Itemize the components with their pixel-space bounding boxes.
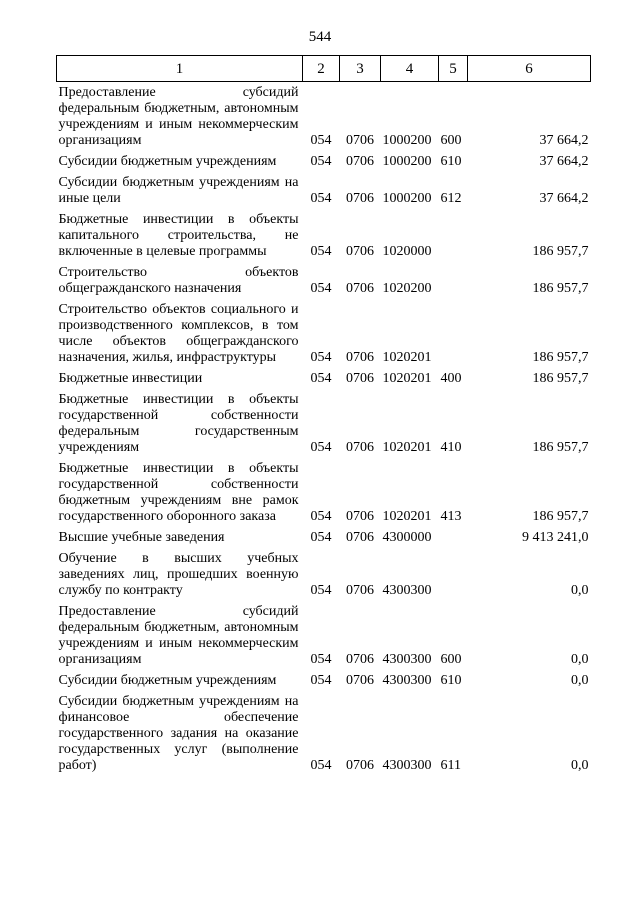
header-col-4: 4 [381, 56, 439, 82]
row-amount: 37 664,2 [539, 191, 589, 206]
table-row [57, 601, 591, 670]
row-name: Обучение в высших учебных заведениях лиц, прошедших военную службу по контракту [58, 551, 299, 598]
header-col-6: 6 [468, 56, 591, 82]
row-amount: 37 664,2 [539, 133, 589, 148]
row-expense-type [439, 548, 468, 601]
row-ministry-code: 054 [310, 154, 332, 169]
row-name: Субсидии бюджетным учреждениям [58, 154, 277, 169]
row-amount: 186 957,7 [532, 371, 589, 386]
row-name: Бюджетные инвестиции в объекты государственной собственности бюджетным учреждениям вне рамок государственного оборонного заказа [58, 461, 299, 524]
row-amount: 186 957,7 [532, 350, 589, 365]
row-section-code: 0706 [346, 133, 374, 148]
row-section-code: 0706 [346, 154, 374, 169]
table-row [57, 209, 591, 262]
row-ministry-code: 054 [310, 350, 332, 365]
row-amount: 186 957,7 [532, 244, 589, 259]
row-amount: 186 957,7 [532, 509, 589, 524]
row-target-code: 4300000 [382, 530, 432, 545]
table-row [57, 172, 591, 209]
row-ministry-code: 054 [310, 758, 332, 773]
row-section-code: 0706 [346, 244, 374, 259]
row-name: Строительство объектов общегражданского назначения [58, 265, 299, 296]
row-expense-type [439, 299, 468, 368]
row-ministry-code: 054 [310, 133, 332, 148]
row-section-code: 0706 [346, 758, 374, 773]
row-ministry-code: 054 [310, 191, 332, 206]
row-name: Субсидии бюджетным учреждениям на иные цели [58, 175, 299, 206]
header-col-1: 1 [57, 56, 303, 82]
row-section-code: 0706 [346, 350, 374, 365]
table-row [57, 82, 591, 152]
table-row [57, 389, 591, 458]
row-section-code: 0706 [346, 371, 374, 386]
row-target-code: 1000200 [382, 154, 432, 169]
header-col-5: 5 [439, 56, 468, 82]
row-name: Субсидии бюджетным учреждениям на финансовое обеспечение государственного задания на оказание государственных услуг (выполнение работ) [58, 694, 299, 773]
row-section-code: 0706 [346, 652, 374, 667]
row-expense-type: 610 [440, 154, 462, 169]
row-name: Строительство объектов социального и производственного комплексов, в том числе объектов общегражданского назначения, жилья, инфраструктуры [58, 302, 299, 365]
row-ministry-code: 054 [310, 673, 332, 688]
row-expense-type: 410 [440, 440, 462, 455]
row-name: Бюджетные инвестиции в объекты государственной собственности федеральным государственным учреждениям [58, 392, 299, 455]
row-expense-type: 600 [440, 652, 462, 667]
row-ministry-code: 054 [310, 583, 332, 598]
row-section-code: 0706 [346, 509, 374, 524]
row-name: Бюджетные инвестиции в объекты капитального строительства, не включенные в целевые программы [58, 212, 299, 259]
table-row [57, 368, 591, 389]
row-amount: 0,0 [571, 652, 589, 667]
page-number: 544 [308, 29, 332, 45]
table-row [57, 262, 591, 299]
row-expense-type: 612 [440, 191, 462, 206]
row-target-code: 1000200 [382, 133, 432, 148]
row-section-code: 0706 [346, 673, 374, 688]
row-ministry-code: 054 [310, 244, 332, 259]
row-ministry-code: 054 [310, 440, 332, 455]
row-section-code: 0706 [346, 440, 374, 455]
row-target-code: 1020000 [382, 244, 432, 259]
row-section-code: 0706 [346, 281, 374, 296]
row-target-code: 1000200 [382, 191, 432, 206]
row-expense-type: 400 [440, 371, 462, 386]
row-name: Предоставление субсидий федеральным бюджетным, автономным учреждениям и иным некоммерческим организациям [58, 604, 299, 667]
row-ministry-code: 054 [310, 652, 332, 667]
row-target-code: 4300300 [382, 758, 432, 773]
row-name: Субсидии бюджетным учреждениям [58, 673, 277, 688]
table-row [57, 527, 591, 548]
table-row [57, 548, 591, 601]
header-col-2: 2 [303, 56, 340, 82]
row-target-code: 4300300 [382, 652, 432, 667]
table-row [57, 691, 591, 776]
table-row [57, 670, 591, 691]
row-expense-type [439, 527, 468, 548]
table-header-row [57, 56, 591, 82]
row-name: Предоставление субсидий федеральным бюджетным, автономным учреждениям и иным некоммерческим организациям [58, 85, 299, 148]
row-amount: 186 957,7 [532, 281, 589, 296]
row-amount: 186 957,7 [532, 440, 589, 455]
row-target-code: 4300300 [382, 583, 432, 598]
row-target-code: 1020200 [382, 281, 432, 296]
row-ministry-code: 054 [310, 530, 332, 545]
row-expense-type [439, 262, 468, 299]
row-section-code: 0706 [346, 530, 374, 545]
row-ministry-code: 054 [310, 281, 332, 296]
budget-table [56, 55, 591, 776]
row-target-code: 1020201 [382, 509, 432, 524]
row-amount: 9 413 241,0 [522, 530, 589, 545]
row-name: Высшие учебные заведения [58, 530, 225, 545]
row-section-code: 0706 [346, 583, 374, 598]
row-expense-type: 413 [440, 509, 462, 524]
row-expense-type: 611 [440, 758, 461, 773]
row-target-code: 1020201 [382, 440, 432, 455]
row-amount: 0,0 [571, 673, 589, 688]
row-amount: 37 664,2 [539, 154, 589, 169]
row-target-code: 1020201 [382, 350, 432, 365]
row-amount: 0,0 [571, 583, 589, 598]
row-expense-type [439, 209, 468, 262]
row-amount: 0,0 [571, 758, 589, 773]
table-row [57, 299, 591, 368]
row-section-code: 0706 [346, 191, 374, 206]
table-row [57, 458, 591, 527]
row-target-code: 1020201 [382, 371, 432, 386]
row-name: Бюджетные инвестиции [58, 371, 203, 386]
table-row [57, 151, 591, 172]
row-ministry-code: 054 [310, 509, 332, 524]
row-expense-type: 600 [440, 133, 462, 148]
header-col-3: 3 [340, 56, 381, 82]
row-expense-type: 610 [440, 673, 462, 688]
row-ministry-code: 054 [310, 371, 332, 386]
row-target-code: 4300300 [382, 673, 432, 688]
